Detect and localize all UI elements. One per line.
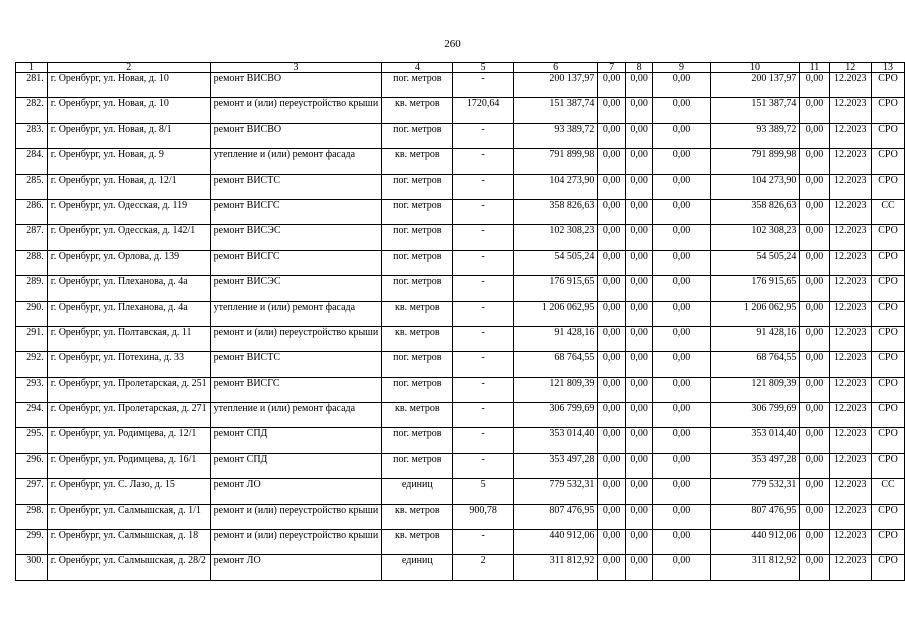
column-7-cell: 0,00 bbox=[598, 98, 625, 123]
funding-source-cell: СРО bbox=[872, 555, 905, 580]
column-11-cell: 0,00 bbox=[800, 530, 829, 555]
work-type-cell: ремонт ВИСВО bbox=[210, 123, 382, 148]
column-8-cell: 0,00 bbox=[625, 403, 652, 428]
address-cell: г. Оренбург, ул. Новая, д. 8/1 bbox=[47, 123, 210, 148]
row-number: 285. bbox=[16, 174, 48, 199]
column-9-cell: 0,00 bbox=[653, 174, 710, 199]
table-row bbox=[16, 453, 905, 478]
volume-cell: - bbox=[453, 352, 513, 377]
cost-cell: 68 764,55 bbox=[513, 352, 598, 377]
table-row bbox=[16, 504, 905, 529]
completion-date-cell: 12.2023 bbox=[829, 352, 871, 377]
table-row bbox=[16, 301, 905, 326]
work-type-cell: утепление и (или) ремонт фасада bbox=[210, 403, 382, 428]
row-number: 287. bbox=[16, 225, 48, 250]
column-11-cell: 0,00 bbox=[800, 352, 829, 377]
volume-cell: 2 bbox=[453, 555, 513, 580]
column-11-cell: 0,00 bbox=[800, 479, 829, 504]
address-cell: г. Оренбург, ул. Пролетарская, д. 271 bbox=[47, 403, 210, 428]
funding-source-cell: СРО bbox=[872, 73, 905, 98]
address-cell: г. Оренбург, ул. Плеханова, д. 4а bbox=[47, 301, 210, 326]
column-8-cell: 0,00 bbox=[625, 98, 652, 123]
address-cell: г. Оренбург, ул. Новая, д. 12/1 bbox=[47, 174, 210, 199]
row-number: 297. bbox=[16, 479, 48, 504]
cost-cell: 779 532,31 bbox=[513, 479, 598, 504]
column-7-cell: 0,00 bbox=[598, 123, 625, 148]
repair-register-table bbox=[15, 62, 905, 581]
completion-date-cell: 12.2023 bbox=[829, 301, 871, 326]
column-11-cell: 0,00 bbox=[800, 504, 829, 529]
column-number-header: 2 bbox=[47, 63, 210, 73]
completion-date-cell: 12.2023 bbox=[829, 479, 871, 504]
work-type-cell: ремонт ЛО bbox=[210, 555, 382, 580]
cost-cell: 176 915,65 bbox=[513, 276, 598, 301]
total-cost-cell: 358 826,63 bbox=[710, 199, 800, 224]
total-cost-cell: 54 505,24 bbox=[710, 250, 800, 275]
column-11-cell: 0,00 bbox=[800, 174, 829, 199]
cost-cell: 353 014,40 bbox=[513, 428, 598, 453]
column-8-cell: 0,00 bbox=[625, 377, 652, 402]
column-7-cell: 0,00 bbox=[598, 428, 625, 453]
work-type-cell: ремонт ВИСГС bbox=[210, 377, 382, 402]
column-8-cell: 0,00 bbox=[625, 276, 652, 301]
column-7-cell: 0,00 bbox=[598, 301, 625, 326]
table-row bbox=[16, 555, 905, 580]
column-9-cell: 0,00 bbox=[653, 301, 710, 326]
unit-cell: кв. метров bbox=[382, 98, 453, 123]
work-type-cell: ремонт ВИСЭС bbox=[210, 276, 382, 301]
address-cell: г. Оренбург, ул. Одесская, д. 142/1 bbox=[47, 225, 210, 250]
volume-cell: - bbox=[453, 149, 513, 174]
completion-date-cell: 12.2023 bbox=[829, 123, 871, 148]
column-9-cell: 0,00 bbox=[653, 403, 710, 428]
volume-cell: 1720,64 bbox=[453, 98, 513, 123]
column-8-cell: 0,00 bbox=[625, 428, 652, 453]
address-cell: г. Оренбург, ул. Потехина, д. 33 bbox=[47, 352, 210, 377]
row-number: 282. bbox=[16, 98, 48, 123]
column-11-cell: 0,00 bbox=[800, 199, 829, 224]
column-11-cell: 0,00 bbox=[800, 250, 829, 275]
unit-cell: единиц bbox=[382, 479, 453, 504]
table-row bbox=[16, 123, 905, 148]
funding-source-cell: СРО bbox=[872, 453, 905, 478]
volume-cell: - bbox=[453, 73, 513, 98]
row-number: 283. bbox=[16, 123, 48, 148]
column-7-cell: 0,00 bbox=[598, 174, 625, 199]
row-number: 293. bbox=[16, 377, 48, 402]
work-type-cell: ремонт и (или) переустройство крыши bbox=[210, 326, 382, 351]
work-type-cell: ремонт СПД bbox=[210, 428, 382, 453]
work-type-cell: ремонт и (или) переустройство крыши bbox=[210, 98, 382, 123]
row-number: 294. bbox=[16, 403, 48, 428]
row-number: 300. bbox=[16, 555, 48, 580]
column-7-cell: 0,00 bbox=[598, 326, 625, 351]
row-number: 290. bbox=[16, 301, 48, 326]
column-11-cell: 0,00 bbox=[800, 98, 829, 123]
cost-cell: 1 206 062,95 bbox=[513, 301, 598, 326]
address-cell: г. Оренбург, ул. Салмышская, д. 28/2 bbox=[47, 555, 210, 580]
column-11-cell: 0,00 bbox=[800, 276, 829, 301]
column-number-header: 12 bbox=[829, 63, 871, 73]
column-number-row bbox=[16, 63, 905, 73]
column-9-cell: 0,00 bbox=[653, 250, 710, 275]
work-type-cell: ремонт СПД bbox=[210, 453, 382, 478]
column-7-cell: 0,00 bbox=[598, 352, 625, 377]
total-cost-cell: 151 387,74 bbox=[710, 98, 800, 123]
volume-cell: - bbox=[453, 199, 513, 224]
funding-source-cell: СРО bbox=[872, 504, 905, 529]
work-type-cell: утепление и (или) ремонт фасада bbox=[210, 301, 382, 326]
volume-cell: - bbox=[453, 174, 513, 199]
volume-cell: - bbox=[453, 377, 513, 402]
unit-cell: пог. метров bbox=[382, 199, 453, 224]
funding-source-cell: СРО bbox=[872, 326, 905, 351]
column-9-cell: 0,00 bbox=[653, 98, 710, 123]
column-number-header: 3 bbox=[210, 63, 382, 73]
funding-source-cell: СС bbox=[872, 479, 905, 504]
column-8-cell: 0,00 bbox=[625, 326, 652, 351]
table-row bbox=[16, 403, 905, 428]
volume-cell: - bbox=[453, 250, 513, 275]
unit-cell: кв. метров bbox=[382, 530, 453, 555]
column-9-cell: 0,00 bbox=[653, 73, 710, 98]
work-type-cell: ремонт ВИСТС bbox=[210, 174, 382, 199]
work-type-cell: утепление и (или) ремонт фасада bbox=[210, 149, 382, 174]
volume-cell: - bbox=[453, 403, 513, 428]
unit-cell: пог. метров bbox=[382, 453, 453, 478]
funding-source-cell: СС bbox=[872, 199, 905, 224]
work-type-cell: ремонт ЛО bbox=[210, 479, 382, 504]
column-9-cell: 0,00 bbox=[653, 555, 710, 580]
column-number-header: 1 bbox=[16, 63, 48, 73]
table-row bbox=[16, 73, 905, 98]
column-11-cell: 0,00 bbox=[800, 428, 829, 453]
column-8-cell: 0,00 bbox=[625, 453, 652, 478]
completion-date-cell: 12.2023 bbox=[829, 225, 871, 250]
funding-source-cell: СРО bbox=[872, 98, 905, 123]
cost-cell: 54 505,24 bbox=[513, 250, 598, 275]
work-type-cell: ремонт ВИСГС bbox=[210, 199, 382, 224]
column-number-header: 7 bbox=[598, 63, 625, 73]
table-row bbox=[16, 428, 905, 453]
address-cell: г. Оренбург, ул. Новая, д. 10 bbox=[47, 98, 210, 123]
row-number: 298. bbox=[16, 504, 48, 529]
total-cost-cell: 306 799,69 bbox=[710, 403, 800, 428]
column-9-cell: 0,00 bbox=[653, 326, 710, 351]
completion-date-cell: 12.2023 bbox=[829, 530, 871, 555]
volume-cell: 5 bbox=[453, 479, 513, 504]
cost-cell: 102 308,23 bbox=[513, 225, 598, 250]
column-7-cell: 0,00 bbox=[598, 199, 625, 224]
column-number-header: 10 bbox=[710, 63, 800, 73]
table-row bbox=[16, 250, 905, 275]
column-9-cell: 0,00 bbox=[653, 428, 710, 453]
row-number: 291. bbox=[16, 326, 48, 351]
completion-date-cell: 12.2023 bbox=[829, 276, 871, 301]
volume-cell: - bbox=[453, 530, 513, 555]
address-cell: г. Оренбург, ул. Новая, д. 9 bbox=[47, 149, 210, 174]
column-9-cell: 0,00 bbox=[653, 199, 710, 224]
column-8-cell: 0,00 bbox=[625, 479, 652, 504]
unit-cell: кв. метров bbox=[382, 326, 453, 351]
work-type-cell: ремонт ВИСТС bbox=[210, 352, 382, 377]
funding-source-cell: СРО bbox=[872, 149, 905, 174]
unit-cell: пог. метров bbox=[382, 123, 453, 148]
column-9-cell: 0,00 bbox=[653, 453, 710, 478]
work-type-cell: ремонт ВИСЭС bbox=[210, 225, 382, 250]
row-number: 289. bbox=[16, 276, 48, 301]
column-7-cell: 0,00 bbox=[598, 530, 625, 555]
column-7-cell: 0,00 bbox=[598, 453, 625, 478]
column-7-cell: 0,00 bbox=[598, 555, 625, 580]
completion-date-cell: 12.2023 bbox=[829, 555, 871, 580]
column-9-cell: 0,00 bbox=[653, 352, 710, 377]
unit-cell: пог. метров bbox=[382, 73, 453, 98]
column-8-cell: 0,00 bbox=[625, 174, 652, 199]
total-cost-cell: 121 809,39 bbox=[710, 377, 800, 402]
completion-date-cell: 12.2023 bbox=[829, 174, 871, 199]
unit-cell: пог. метров bbox=[382, 174, 453, 199]
column-7-cell: 0,00 bbox=[598, 276, 625, 301]
column-9-cell: 0,00 bbox=[653, 149, 710, 174]
column-9-cell: 0,00 bbox=[653, 479, 710, 504]
column-number-header: 6 bbox=[513, 63, 598, 73]
total-cost-cell: 440 912,06 bbox=[710, 530, 800, 555]
cost-cell: 440 912,06 bbox=[513, 530, 598, 555]
address-cell: г. Оренбург, ул. Родимцева, д. 16/1 bbox=[47, 453, 210, 478]
unit-cell: кв. метров bbox=[382, 149, 453, 174]
column-7-cell: 0,00 bbox=[598, 225, 625, 250]
table-row bbox=[16, 479, 905, 504]
volume-cell: - bbox=[453, 225, 513, 250]
row-number: 288. bbox=[16, 250, 48, 275]
work-type-cell: ремонт ВИСВО bbox=[210, 73, 382, 98]
row-number: 281. bbox=[16, 73, 48, 98]
row-number: 286. bbox=[16, 199, 48, 224]
unit-cell: кв. метров bbox=[382, 403, 453, 428]
cost-cell: 93 389,72 bbox=[513, 123, 598, 148]
completion-date-cell: 12.2023 bbox=[829, 403, 871, 428]
work-type-cell: ремонт и (или) переустройство крыши bbox=[210, 530, 382, 555]
column-11-cell: 0,00 bbox=[800, 453, 829, 478]
cost-cell: 807 476,95 bbox=[513, 504, 598, 529]
column-8-cell: 0,00 bbox=[625, 225, 652, 250]
table-row bbox=[16, 276, 905, 301]
column-8-cell: 0,00 bbox=[625, 301, 652, 326]
funding-source-cell: СРО bbox=[872, 530, 905, 555]
table-row bbox=[16, 326, 905, 351]
column-11-cell: 0,00 bbox=[800, 225, 829, 250]
address-cell: г. Оренбург, ул. Родимцева, д. 12/1 bbox=[47, 428, 210, 453]
volume-cell: - bbox=[453, 123, 513, 148]
volume-cell: 900,78 bbox=[453, 504, 513, 529]
column-7-cell: 0,00 bbox=[598, 479, 625, 504]
funding-source-cell: СРО bbox=[872, 377, 905, 402]
volume-cell: - bbox=[453, 326, 513, 351]
table-row bbox=[16, 377, 905, 402]
total-cost-cell: 68 764,55 bbox=[710, 352, 800, 377]
completion-date-cell: 12.2023 bbox=[829, 377, 871, 402]
total-cost-cell: 176 915,65 bbox=[710, 276, 800, 301]
unit-cell: кв. метров bbox=[382, 301, 453, 326]
column-8-cell: 0,00 bbox=[625, 149, 652, 174]
funding-source-cell: СРО bbox=[872, 276, 905, 301]
completion-date-cell: 12.2023 bbox=[829, 250, 871, 275]
column-9-cell: 0,00 bbox=[653, 530, 710, 555]
total-cost-cell: 311 812,92 bbox=[710, 555, 800, 580]
cost-cell: 104 273,90 bbox=[513, 174, 598, 199]
total-cost-cell: 779 532,31 bbox=[710, 479, 800, 504]
total-cost-cell: 104 273,90 bbox=[710, 174, 800, 199]
work-type-cell: ремонт ВИСГС bbox=[210, 250, 382, 275]
total-cost-cell: 807 476,95 bbox=[710, 504, 800, 529]
address-cell: г. Оренбург, ул. Салмышская, д. 18 bbox=[47, 530, 210, 555]
column-11-cell: 0,00 bbox=[800, 326, 829, 351]
column-7-cell: 0,00 bbox=[598, 403, 625, 428]
column-number-header: 5 bbox=[453, 63, 513, 73]
table-row bbox=[16, 174, 905, 199]
column-number-header: 9 bbox=[653, 63, 710, 73]
unit-cell: единиц bbox=[382, 555, 453, 580]
address-cell: г. Оренбург, ул. Полтавская, д. 11 bbox=[47, 326, 210, 351]
cost-cell: 200 137,97 bbox=[513, 73, 598, 98]
unit-cell: пог. метров bbox=[382, 276, 453, 301]
column-number-header: 4 bbox=[382, 63, 453, 73]
address-cell: г. Оренбург, ул. Салмышская, д. 1/1 bbox=[47, 504, 210, 529]
cost-cell: 791 899,98 bbox=[513, 149, 598, 174]
address-cell: г. Оренбург, ул. Одесская, д. 119 bbox=[47, 199, 210, 224]
column-8-cell: 0,00 bbox=[625, 123, 652, 148]
column-11-cell: 0,00 bbox=[800, 123, 829, 148]
funding-source-cell: СРО bbox=[872, 352, 905, 377]
table-row bbox=[16, 352, 905, 377]
total-cost-cell: 200 137,97 bbox=[710, 73, 800, 98]
cost-cell: 91 428,16 bbox=[513, 326, 598, 351]
column-7-cell: 0,00 bbox=[598, 73, 625, 98]
row-number: 295. bbox=[16, 428, 48, 453]
column-9-cell: 0,00 bbox=[653, 225, 710, 250]
column-8-cell: 0,00 bbox=[625, 504, 652, 529]
column-8-cell: 0,00 bbox=[625, 199, 652, 224]
address-cell: г. Оренбург, ул. Новая, д. 10 bbox=[47, 73, 210, 98]
total-cost-cell: 353 014,40 bbox=[710, 428, 800, 453]
column-9-cell: 0,00 bbox=[653, 276, 710, 301]
completion-date-cell: 12.2023 bbox=[829, 504, 871, 529]
unit-cell: кв. метров bbox=[382, 504, 453, 529]
column-number-header: 13 bbox=[872, 63, 905, 73]
total-cost-cell: 353 497,28 bbox=[710, 453, 800, 478]
funding-source-cell: СРО bbox=[872, 403, 905, 428]
address-cell: г. Оренбург, ул. Плеханова, д. 4а bbox=[47, 276, 210, 301]
funding-source-cell: СРО bbox=[872, 250, 905, 275]
column-11-cell: 0,00 bbox=[800, 301, 829, 326]
table-row bbox=[16, 98, 905, 123]
address-cell: г. Оренбург, ул. Орлова, д. 139 bbox=[47, 250, 210, 275]
row-number: 296. bbox=[16, 453, 48, 478]
volume-cell: - bbox=[453, 428, 513, 453]
column-11-cell: 0,00 bbox=[800, 377, 829, 402]
total-cost-cell: 1 206 062,95 bbox=[710, 301, 800, 326]
column-11-cell: 0,00 bbox=[800, 149, 829, 174]
column-8-cell: 0,00 bbox=[625, 555, 652, 580]
cost-cell: 311 812,92 bbox=[513, 555, 598, 580]
funding-source-cell: СРО bbox=[872, 174, 905, 199]
completion-date-cell: 12.2023 bbox=[829, 326, 871, 351]
column-8-cell: 0,00 bbox=[625, 352, 652, 377]
completion-date-cell: 12.2023 bbox=[829, 428, 871, 453]
unit-cell: пог. метров bbox=[382, 250, 453, 275]
unit-cell: пог. метров bbox=[382, 225, 453, 250]
completion-date-cell: 12.2023 bbox=[829, 98, 871, 123]
column-number-header: 11 bbox=[800, 63, 829, 73]
funding-source-cell: СРО bbox=[872, 301, 905, 326]
column-11-cell: 0,00 bbox=[800, 403, 829, 428]
total-cost-cell: 791 899,98 bbox=[710, 149, 800, 174]
row-number: 299. bbox=[16, 530, 48, 555]
funding-source-cell: СРО bbox=[872, 123, 905, 148]
table-body bbox=[16, 73, 905, 581]
completion-date-cell: 12.2023 bbox=[829, 453, 871, 478]
address-cell: г. Оренбург, ул. Пролетарская, д. 251 bbox=[47, 377, 210, 402]
column-8-cell: 0,00 bbox=[625, 73, 652, 98]
funding-source-cell: СРО bbox=[872, 225, 905, 250]
table-row bbox=[16, 530, 905, 555]
cost-cell: 121 809,39 bbox=[513, 377, 598, 402]
unit-cell: пог. метров bbox=[382, 377, 453, 402]
table-row bbox=[16, 225, 905, 250]
page-number: 260 bbox=[444, 38, 461, 50]
column-7-cell: 0,00 bbox=[598, 250, 625, 275]
volume-cell: - bbox=[453, 276, 513, 301]
completion-date-cell: 12.2023 bbox=[829, 199, 871, 224]
completion-date-cell: 12.2023 bbox=[829, 149, 871, 174]
address-cell: г. Оренбург, ул. С. Лазо, д. 15 bbox=[47, 479, 210, 504]
column-11-cell: 0,00 bbox=[800, 555, 829, 580]
funding-source-cell: СРО bbox=[872, 428, 905, 453]
column-9-cell: 0,00 bbox=[653, 123, 710, 148]
column-11-cell: 0,00 bbox=[800, 73, 829, 98]
table-row bbox=[16, 199, 905, 224]
total-cost-cell: 102 308,23 bbox=[710, 225, 800, 250]
cost-cell: 151 387,74 bbox=[513, 98, 598, 123]
column-7-cell: 0,00 bbox=[598, 377, 625, 402]
cost-cell: 358 826,63 bbox=[513, 199, 598, 224]
column-number-header: 8 bbox=[625, 63, 652, 73]
cost-cell: 353 497,28 bbox=[513, 453, 598, 478]
total-cost-cell: 93 389,72 bbox=[710, 123, 800, 148]
cost-cell: 306 799,69 bbox=[513, 403, 598, 428]
unit-cell: пог. метров bbox=[382, 352, 453, 377]
row-number: 284. bbox=[16, 149, 48, 174]
unit-cell: пог. метров bbox=[382, 428, 453, 453]
column-8-cell: 0,00 bbox=[625, 530, 652, 555]
column-7-cell: 0,00 bbox=[598, 504, 625, 529]
work-type-cell: ремонт и (или) переустройство крыши bbox=[210, 504, 382, 529]
column-9-cell: 0,00 bbox=[653, 377, 710, 402]
completion-date-cell: 12.2023 bbox=[829, 73, 871, 98]
total-cost-cell: 91 428,16 bbox=[710, 326, 800, 351]
table-row bbox=[16, 149, 905, 174]
volume-cell: - bbox=[453, 301, 513, 326]
column-8-cell: 0,00 bbox=[625, 250, 652, 275]
volume-cell: - bbox=[453, 453, 513, 478]
column-7-cell: 0,00 bbox=[598, 149, 625, 174]
row-number: 292. bbox=[16, 352, 48, 377]
column-9-cell: 0,00 bbox=[653, 504, 710, 529]
